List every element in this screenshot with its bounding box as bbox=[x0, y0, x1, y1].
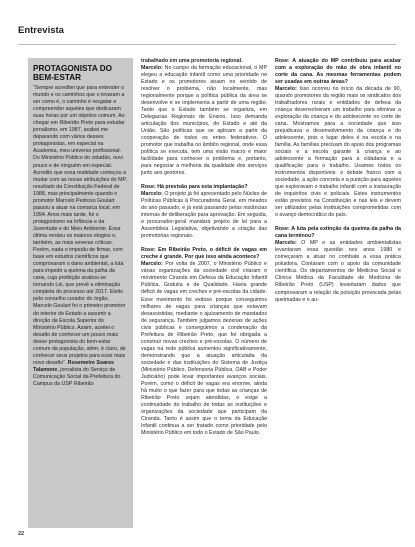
sidebar-body: “Sempre acreditei que para entender o mundo e os caminhos que o levaram a ser como é, o caminho é resgatar e compreender aqueles que dedicaram suas horas por um objetivo comum. Ao chegar em Ribeirão Preto para estudar jornalismo, em 1987, acabei me deparando com vários desses protagonistas, em especial na Academia, meu universo profissional. Do Ministério Público do cidadão, ouvi pouco e de ninguém em especial. Acredito que essa realidade começou a mudar com as novas atribuições do MP, resultado da Constituição Federal de 1988, mas principalmente quando o promotor Marcelo Pedroso Goulart passou a atuar na comarca local, em 1994. Anos mais tarde, foi o protagonismo na Infância e da Juventude e do Meio Ambiente. Essa última rendeu os maiores elogios e, também, as mais severas críticas. Porém, nada o impediu de firmar, com base em estudos científicos que comprovaram o dano ambiental, a luta para impedir a queima da palha da cana, cuja proibição acabou se tornando Lei, que prevê a eliminação completa do processo até 2017. Eleito pelo conselho curador do órgão, Marcelo Goulart foi o primeiro promotor do interior do Estado a assumir a direção da Escola Superior do Ministério Público. Assim, aceitei o desafio de conhecer um pouco mais desse protagonista do bem-estar comum da população, além, é claro, de conhecer seus projetos para esse mais novo desafio”. bbox=[33, 85, 127, 366]
speaker-label: Marcelo: bbox=[141, 65, 163, 72]
answer-text: No campo da formação educacional, o MP elegeu a educação infantil como uma prioridade no Estado e os promotores atuam no sentido de resolver o problema, não localmente, mas regionalmente porque a política pública da área se desenvolve e se implementa a partir de uma região. Tanto que o Estado também se organiza, em Delegacias Regionais de Ensino. Isso demanda articulação dos municípios, do Estado e até da União. São políticas que se aplicam a partir da cooperação de todos os entes federativos. O promotor que trabalha no âmbito regional, onde essa política se executa, tem uma visão macro e maior facilidade para conhecer o problema e, portanto, para negociar a melhoria da qualidade dos serviços junto aos gestores. bbox=[141, 65, 267, 177]
section-label: Entrevista bbox=[18, 25, 64, 36]
speaker-label: Marcelo: bbox=[275, 240, 297, 247]
interview-answer bbox=[141, 191, 267, 240]
sidebar-heading: PROTAGONISTA DO BEM-ESTAR bbox=[33, 64, 112, 82]
sidebar-author-suffix: , jornalista do Serviço de Comunicação Social da Prefeitura do Campus da USP Ribeirão bbox=[33, 366, 121, 387]
answer-text: Isso ocorreu no início da década de 90, quando promotores da região mais os sindicatos dos trabalhadores rurais e entidades de defesa da criança desenvolveram um trabalho para eliminar a exploração da criança e do adolescente no corte de cana. Mostramos para a sociedade que isso prejudicava o desenvolvimento da criança e do adolescente, pois o lugar deles é na escola e na família. As famílias precisam do apoio dos programas sociais e a escola garante à criança e ao adolescente a formação para a cidadania e a qualificação para o trabalho. Usamos todos os instrumentos disponíveis: o debate franco com a sociedade, a ação concreta e a punição para aqueles que exploravam o trabalho infantil com a instauração de inquéritos civis e policiais. Estes instrumentos estão previstos na Constituição e nas leis e devem ser utilizados pelas instituições comprometidas com o avanço democrático do país. bbox=[275, 86, 401, 219]
interview-answer bbox=[275, 86, 401, 219]
header-divider bbox=[18, 44, 396, 45]
interview-answer bbox=[275, 240, 401, 303]
answer-text: Por volta de 2007, o Ministério Público e várias organizações da sociedade civil criaram o movimento Ciranda em Defesa da Educação Infantil Pública, Gratuita e de Qualidade. Havia grande déficit de vagas em creches e pré-escolas da cidade. Esse movimento foi exitoso porque conseguimos milhares de vagas para crianças que estavam desassistidas, mediante o ajuizamento de mandados de segurança. Também julgamos dezenas de ações civis públicas e conseguimos a condenação da Prefeitura de Ribeirão Preto, que foi obrigada a construir novas creches e pré-escolas. O número de vagas na rede pública aumentou significativamente, demonstrando que a atuação articulada da sociedade e das instituições do Sistema de Justiça (Ministério Público, Defensoria Pública, OAB e Poder Judiciário) pode levar importantes avanços sociais. Porém, como o déficit de vagas era enorme, ainda há muito o que fazer para que todas as crianças de Ribeirão Preto sejam atendidas, o exige a continuidade do trabalho de todas as instituições e organizações da sociedade que participam da Ciranda. Tanto é assim que o tema da Educação Infantil continua a ser tratado como prioridade pelo Ministério Público em todo o Estado de São Paulo. bbox=[141, 261, 267, 436]
speaker-label: Marcelo: bbox=[141, 191, 163, 198]
interview-question: Rose: Há previsão para esta implantação? bbox=[141, 184, 248, 191]
interview-answer bbox=[141, 65, 267, 177]
speaker-label: Marcelo: bbox=[275, 86, 297, 93]
article-columns bbox=[141, 58, 401, 536]
sidebar-text bbox=[33, 85, 128, 388]
section-header bbox=[0, 0, 415, 50]
interview-question: Rose: A luta pela extinção da queima da palha da cana terminou? bbox=[275, 226, 401, 240]
answer-text: O MP e as entidades ambientalistas levantaram essa questão nos anos 1980 e começaram a atuar no combate a essa prática poluidora. Contaram com o apoio da comunidade científica. Os departamentos de Medicina Social e Clínica Médica da Faculdade de Medicina de Ribeirão Preto (USP) levantaram dados que comprovaram a relação da poluição provocada pelas queimadas e o au- bbox=[275, 240, 401, 303]
interview-question: Rose: A atuação do MP contribuiu para acabar com a exploração do mão de obra infantil no corte da cana. As mesmas ferramentas podem ser usadas em outras áreas? bbox=[275, 58, 401, 86]
article-column-right bbox=[275, 58, 401, 536]
interview-question: Rose: Em Ribeirão Preto, o déficit de vagas em creche é grande. Por que isso ainda acontece? bbox=[141, 247, 267, 261]
article-paragraph: trabalhado em uma promotoria regional. bbox=[141, 58, 243, 64]
sidebar-author: Rosemeire Soares Talamone bbox=[33, 359, 114, 373]
article-column-left bbox=[141, 58, 267, 536]
interview-answer bbox=[141, 261, 267, 436]
sidebar-box bbox=[28, 58, 133, 528]
page-number: 22 bbox=[18, 531, 25, 537]
speaker-label: Marcelo: bbox=[141, 261, 163, 268]
answer-text: O projeto já foi apresentado pelo Núcleo de Políticas Públicas à Procuradoria Geral, em meados do ano passado, e já está passando pelas instâncias internas de deliberação para aprovação. Em seguida, o procurador-geral mandará projeto de lei para a Assembleia Legislativa, objetivando a criação das promotorias regionais. bbox=[141, 191, 267, 240]
